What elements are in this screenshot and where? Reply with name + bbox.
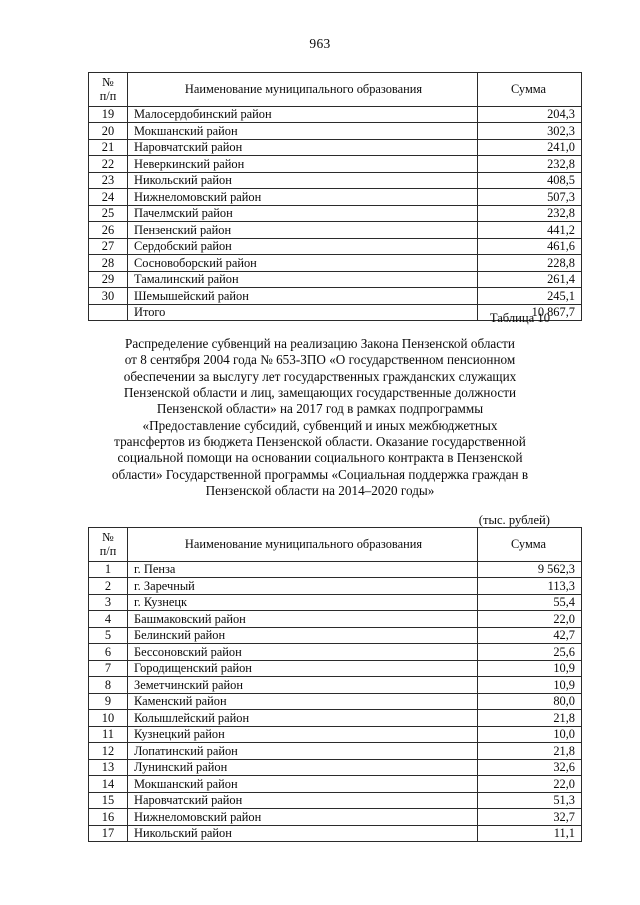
row-sum-value: 113,3 <box>478 578 582 595</box>
row-number: 28 <box>89 255 128 272</box>
table-row <box>89 578 582 595</box>
row-municipality-name: Пачелмский район <box>128 205 478 222</box>
row-number: 23 <box>89 172 128 189</box>
row-sum-value: 245,1 <box>478 288 582 305</box>
table-row <box>89 139 582 156</box>
table-row <box>89 693 582 710</box>
table-row <box>89 156 582 173</box>
table-row <box>89 205 582 222</box>
row-sum-value: 22,0 <box>478 776 582 793</box>
table-2-body <box>89 561 582 842</box>
row-municipality-name: Неверкинский район <box>128 156 478 173</box>
table-row <box>89 222 582 239</box>
section-title <box>85 336 555 499</box>
row-sum-value: 80,0 <box>478 693 582 710</box>
row-number: 3 <box>89 594 128 611</box>
row-sum-value: 32,6 <box>478 759 582 776</box>
section-title-line: Пензенской области на 2014–2020 годы» <box>205 483 435 499</box>
table-row <box>89 123 582 140</box>
table-row <box>89 726 582 743</box>
row-sum-value: 228,8 <box>478 255 582 272</box>
table-row <box>89 710 582 727</box>
table-row <box>89 792 582 809</box>
subventions-table-continued <box>88 72 582 321</box>
table-row <box>89 776 582 793</box>
row-municipality-name: г. Пенза <box>128 561 478 578</box>
table-1-container <box>88 72 582 321</box>
row-sum-value: 408,5 <box>478 172 582 189</box>
row-sum-value: 241,0 <box>478 139 582 156</box>
row-sum-value: 10,0 <box>478 726 582 743</box>
section-title-line: Пензенской области и лиц, замещающих государственные должности <box>123 385 517 401</box>
row-number: 8 <box>89 677 128 694</box>
row-municipality-name: Белинский район <box>128 627 478 644</box>
section-title-line: от 8 сентября 2004 года № 653-ЗПО «О государственном пенсионном <box>124 352 516 368</box>
row-number: 7 <box>89 660 128 677</box>
row-municipality-name: Шемышейский район <box>128 288 478 305</box>
row-sum-value: 232,8 <box>478 156 582 173</box>
row-number: 11 <box>89 726 128 743</box>
row-sum-value: 21,8 <box>478 743 582 760</box>
row-sum-value: 11,1 <box>478 825 582 842</box>
table-1-body <box>89 106 582 321</box>
row-number: 12 <box>89 743 128 760</box>
units-note: (тыс. рублей) <box>478 513 550 527</box>
row-municipality-name: Малосердобинский район <box>128 106 478 123</box>
column-header-sum: Сумма <box>478 528 582 562</box>
row-municipality-name: Сосновоборский район <box>128 255 478 272</box>
column-header-number-line2: п/п <box>99 89 117 104</box>
column-header-number-line1: № <box>102 75 114 89</box>
column-header-sum: Сумма <box>478 73 582 107</box>
column-header-number-line2: п/п <box>99 544 117 559</box>
table-row <box>89 660 582 677</box>
row-number: 22 <box>89 156 128 173</box>
row-sum-value: 51,3 <box>478 792 582 809</box>
table-row <box>89 561 582 578</box>
row-number: 5 <box>89 627 128 644</box>
row-sum-value: 9 562,3 <box>478 561 582 578</box>
table-1-header <box>89 73 582 107</box>
table-row <box>89 288 582 305</box>
row-number: 15 <box>89 792 128 809</box>
row-number: 13 <box>89 759 128 776</box>
row-municipality-name: г. Заречный <box>128 578 478 595</box>
row-number: 10 <box>89 710 128 727</box>
table-row <box>89 809 582 826</box>
row-sum-value: 21,8 <box>478 710 582 727</box>
row-sum-value: 461,6 <box>478 238 582 255</box>
table-row <box>89 644 582 661</box>
section-title-line: области» Государственной программы «Социальная поддержка граждан в <box>111 466 529 482</box>
section-title-line: социальной помощи на основании социального контракта в Пензенской <box>117 450 523 466</box>
table-row <box>89 825 582 842</box>
row-number: 6 <box>89 644 128 661</box>
row-municipality-name: Башмаковский район <box>128 611 478 628</box>
row-sum-value: 204,3 <box>478 106 582 123</box>
row-number: 1 <box>89 561 128 578</box>
row-number: 30 <box>89 288 128 305</box>
row-sum-value: 55,4 <box>478 594 582 611</box>
table-row <box>89 743 582 760</box>
row-municipality-name: Никольский район <box>128 172 478 189</box>
row-sum-value: 10,9 <box>478 677 582 694</box>
column-header-municipality: Наименование муниципального образования <box>128 73 478 107</box>
table-row <box>89 189 582 206</box>
column-header-number <box>89 73 128 107</box>
table-row <box>89 255 582 272</box>
row-municipality-name: Мокшанский район <box>128 776 478 793</box>
table-row <box>89 271 582 288</box>
row-sum-value: 10,9 <box>478 660 582 677</box>
row-number: 2 <box>89 578 128 595</box>
row-sum-value: 441,2 <box>478 222 582 239</box>
row-municipality-name: Итого <box>128 304 478 321</box>
row-number: 16 <box>89 809 128 826</box>
table-row <box>89 677 582 694</box>
row-number: 9 <box>89 693 128 710</box>
row-sum-value: 10 867,7 <box>478 304 582 321</box>
row-number: 17 <box>89 825 128 842</box>
row-number: 20 <box>89 123 128 140</box>
table-header-row <box>89 528 582 562</box>
section-title-line: Пензенской области» на 2017 год в рамках подпрограммы <box>156 401 484 417</box>
row-municipality-name: Тамалинский район <box>128 271 478 288</box>
row-municipality-name: Лунинский район <box>128 759 478 776</box>
row-number: 29 <box>89 271 128 288</box>
row-municipality-name: Нижнеломовский район <box>128 189 478 206</box>
row-number: 25 <box>89 205 128 222</box>
column-header-municipality: Наименование муниципального образования <box>128 528 478 562</box>
row-municipality-name: Мокшанский район <box>128 123 478 140</box>
row-sum-value: 42,7 <box>478 627 582 644</box>
column-header-number-line1: № <box>102 530 114 544</box>
row-number: 14 <box>89 776 128 793</box>
row-sum-value: 232,8 <box>478 205 582 222</box>
row-municipality-name: Нижнеломовский район <box>128 809 478 826</box>
row-sum-value: 507,3 <box>478 189 582 206</box>
table-row <box>89 106 582 123</box>
row-municipality-name: Сердобский район <box>128 238 478 255</box>
row-municipality-name: Колышлейский район <box>128 710 478 727</box>
row-municipality-name: Земетчинский район <box>128 677 478 694</box>
row-sum-value: 22,0 <box>478 611 582 628</box>
row-number: 4 <box>89 611 128 628</box>
pension-subventions-table <box>88 527 582 842</box>
page-number: 963 <box>309 36 331 51</box>
section-title-line: обеспечении за выслугу лет государственных гражданских служащих <box>123 368 517 384</box>
row-sum-value: 261,4 <box>478 271 582 288</box>
row-number: 19 <box>89 106 128 123</box>
row-municipality-name: Бессоновский район <box>128 644 478 661</box>
row-municipality-name: Наровчатский район <box>128 139 478 156</box>
row-municipality-name: Никольский район <box>128 825 478 842</box>
row-number: 21 <box>89 139 128 156</box>
section-title-line: «Предоставление субсидий, субвенций и иных межбюджетных <box>142 417 498 433</box>
table-row <box>89 759 582 776</box>
row-sum-value: 25,6 <box>478 644 582 661</box>
row-sum-value: 32,7 <box>478 809 582 826</box>
table-row <box>89 627 582 644</box>
row-number: 26 <box>89 222 128 239</box>
table-row <box>89 172 582 189</box>
row-municipality-name: Кузнецкий район <box>128 726 478 743</box>
row-number: 24 <box>89 189 128 206</box>
table-row <box>89 238 582 255</box>
table-2-container <box>88 527 582 842</box>
table-10-label: Таблица 10 <box>489 311 550 325</box>
section-title-line: трансфертов из бюджета Пензенской области. Оказание государственной <box>114 434 526 450</box>
row-municipality-name: Наровчатский район <box>128 792 478 809</box>
row-municipality-name: Городищенский район <box>128 660 478 677</box>
row-number: 27 <box>89 238 128 255</box>
row-municipality-name: г. Кузнецк <box>128 594 478 611</box>
row-sum-value: 302,3 <box>478 123 582 140</box>
row-municipality-name: Лопатинский район <box>128 743 478 760</box>
table-header-row <box>89 73 582 107</box>
column-header-number <box>89 528 128 562</box>
table-row <box>89 594 582 611</box>
table-row <box>89 611 582 628</box>
row-municipality-name: Каменский район <box>128 693 478 710</box>
table-2-header <box>89 528 582 562</box>
section-title-line: Распределение субвенций на реализацию Закона Пензенской области <box>125 336 515 351</box>
row-municipality-name: Пензенский район <box>128 222 478 239</box>
